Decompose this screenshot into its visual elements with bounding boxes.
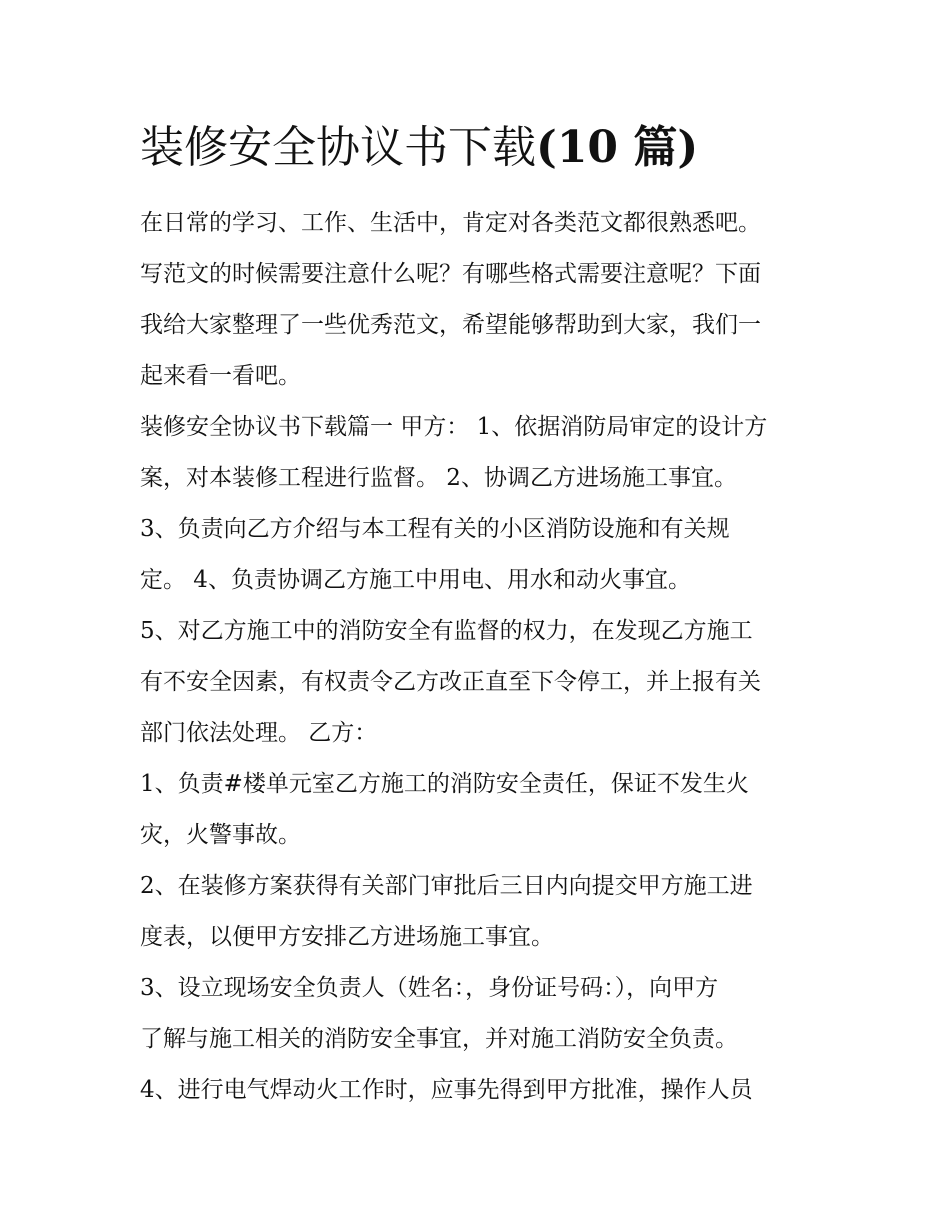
document-title [140,118,820,178]
document-body [140,198,820,1116]
text-line: 3、负责向乙方介绍与本工程有关的小区消防设施和有关规 [140,516,730,542]
text-line: 3、设立现场安全负责人（姓名：，身份证号码：），向甲方 [140,975,719,1001]
text-line: 灾，火警事故。 [140,822,301,848]
text-line: 写范文的时候需要注意什么呢？有哪些格式需要注意呢？下面 [140,261,761,287]
text-line: 我给大家整理了一些优秀范文，希望能够帮助到大家，我们一 [140,312,761,338]
title-count: (10 篇) [536,122,699,173]
text-line: 2、在装修方案获得有关部门审批后三日内向提交甲方施工进 [140,873,753,899]
document-page [140,118,820,1116]
text-line: 部门依法处理。 乙方： [140,720,378,746]
text-line: 在日常的学习、工作、生活中，肯定对各类范文都很熟悉吧。 [140,210,761,236]
text-line: 装修安全协议书下载篇一 甲方： 1、依据消防局审定的设计方 [140,414,768,440]
text-line: 1、负责#楼单元室乙方施工的消防安全责任，保证不发生火 [140,771,749,797]
text-line: 有不安全因素，有权责令乙方改正直至下令停工，并上报有关 [140,669,761,695]
text-line: 了解与施工相关的消防安全事宜，并对施工消防安全负责。 [140,1026,738,1052]
text-line: 案，对本装修工程进行监督。 2、协调乙方进场施工事宜。 [140,465,737,491]
text-line: 5、对乙方施工中的消防安全有监督的权力，在发现乙方施工 [140,618,753,644]
title-text: 装修安全协议书下载 [140,122,536,173]
text-line: 4、进行电气焊动火工作时，应事先得到甲方批准，操作人员 [140,1077,753,1103]
text-line: 定。 4、负责协调乙方施工中用电、用水和动火事宜。 [140,567,691,593]
text-line: 度表，以便甲方安排乙方进场施工事宜。 [140,924,554,950]
text-line: 起来看一看吧。 [140,363,301,389]
